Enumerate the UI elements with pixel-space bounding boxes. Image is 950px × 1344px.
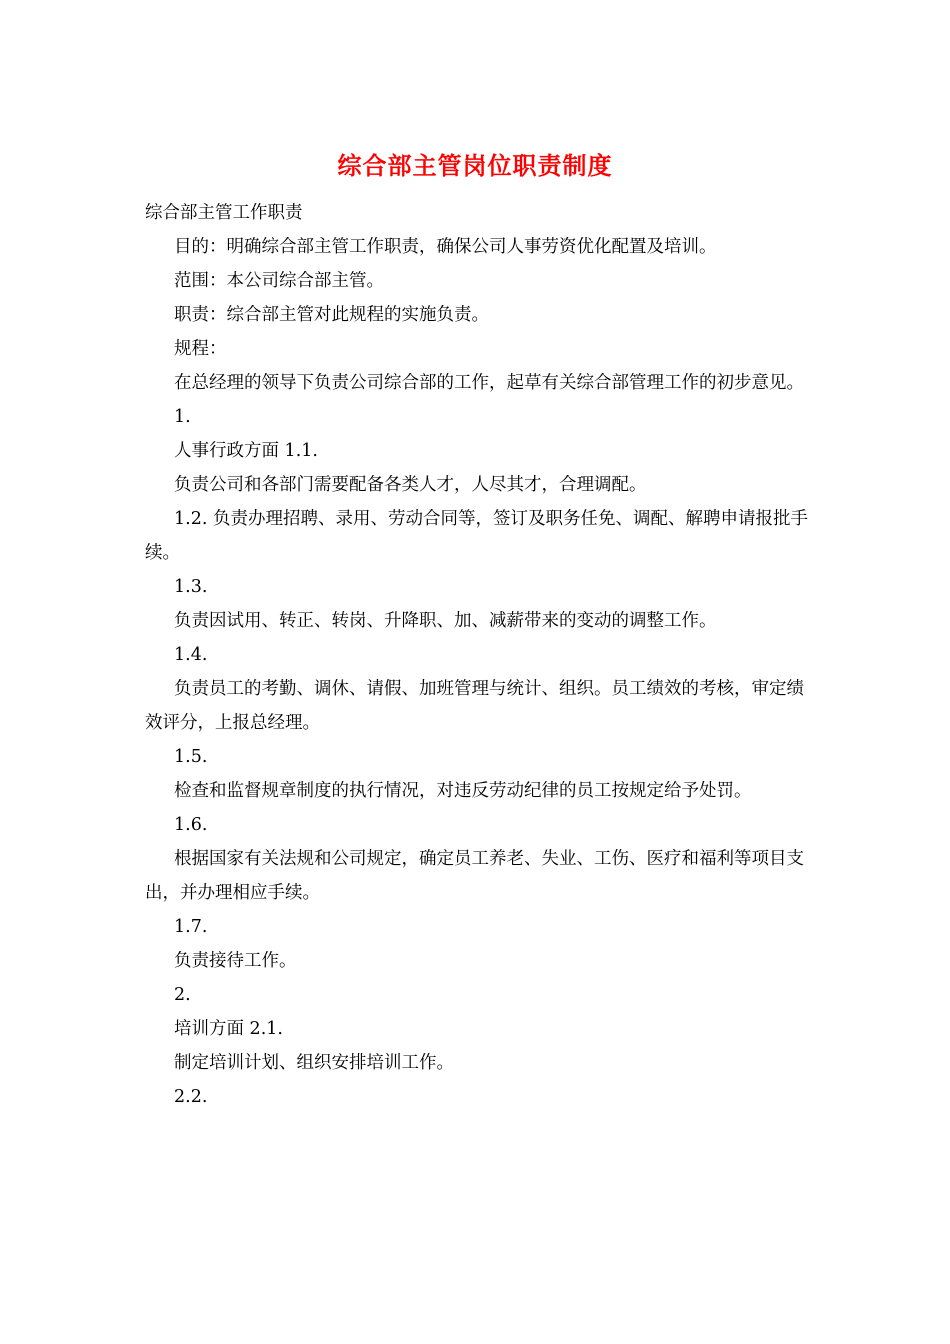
paragraph: 负责员工的考勤、调休、请假、加班管理与统计、组织。员工绩效的考核，审定绩效评分，上报总经理。 bbox=[145, 679, 804, 733]
paragraph: 职责：综合部主管对此规程的实施负责。 bbox=[174, 305, 489, 325]
paragraph: 1.2. 负责办理招聘、录用、劳动合同等，签订及职务任免、调配、解聘申请报批手续。 bbox=[145, 509, 808, 563]
document-title: 综合部主管岗位职责制度 bbox=[337, 151, 613, 180]
paragraph: 1.7. bbox=[174, 917, 208, 937]
paragraph: 人事行政方面 1.1. bbox=[174, 441, 318, 461]
paragraph: 1.3. bbox=[174, 577, 208, 597]
paragraph: 1.4. bbox=[174, 645, 208, 665]
paragraph: 负责因试用、转正、转岗、升降职、加、减薪带来的变动的调整工作。 bbox=[174, 611, 717, 631]
paragraph: 规程： bbox=[174, 339, 227, 359]
paragraph: 2. bbox=[174, 985, 191, 1005]
paragraph: 目的：明确综合部主管工作职责，确保公司人事劳资优化配置及培训。 bbox=[174, 237, 717, 257]
paragraph: 1. bbox=[174, 407, 191, 427]
paragraph: 范围：本公司综合部主管。 bbox=[174, 271, 384, 291]
paragraph: 制定培训计划、组织安排培训工作。 bbox=[174, 1053, 454, 1073]
document-body bbox=[145, 196, 810, 1114]
paragraph: 综合部主管工作职责 bbox=[145, 203, 303, 223]
paragraph: 根据国家有关法规和公司规定，确定员工养老、失业、工伤、医疗和福利等项目支出，并办理相应手续。 bbox=[145, 849, 804, 903]
paragraph: 1.6. bbox=[174, 815, 208, 835]
paragraph: 在总经理的领导下负责公司综合部的工作，起草有关综合部管理工作的初步意见。 bbox=[174, 373, 804, 393]
paragraph: 负责接待工作。 bbox=[174, 951, 297, 971]
paragraph: 培训方面 2.1. bbox=[174, 1019, 283, 1039]
paragraph: 检查和监督规章制度的执行情况，对违反劳动纪律的员工按规定给予处罚。 bbox=[174, 781, 752, 801]
paragraph: 负责公司和各部门需要配备各类人才，人尽其才，合理调配。 bbox=[174, 475, 647, 495]
paragraph: 1.5. bbox=[174, 747, 208, 767]
paragraph: 2.2. bbox=[174, 1087, 208, 1107]
